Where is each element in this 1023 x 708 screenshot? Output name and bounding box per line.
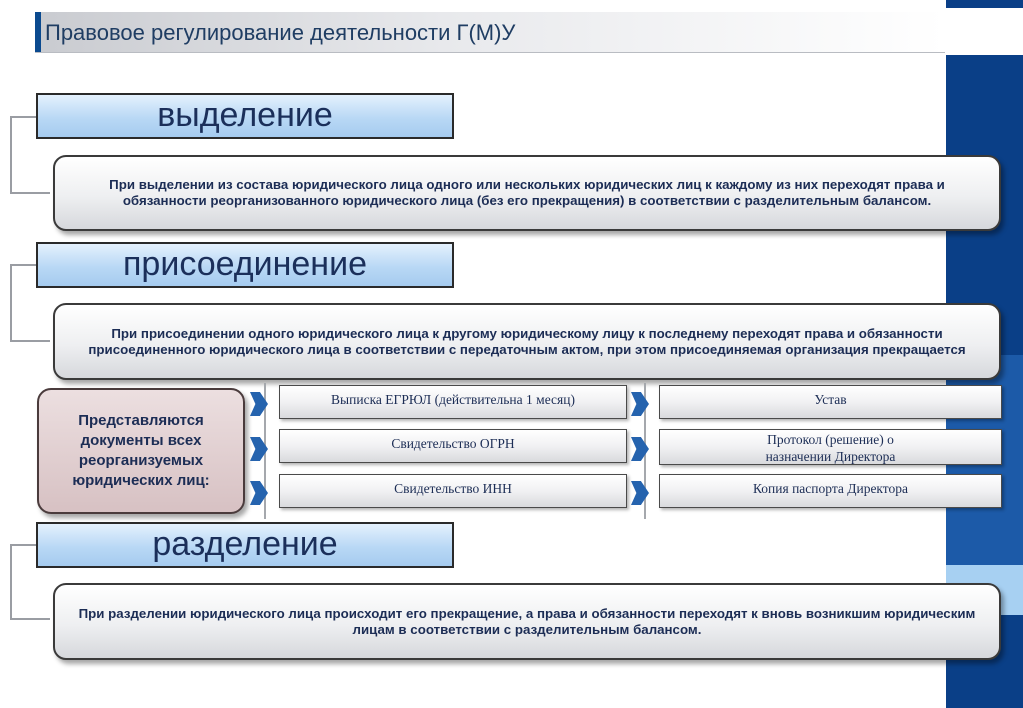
- document-item: Свидетельство ИНН: [279, 474, 627, 508]
- arrow-right-icon: [631, 437, 649, 461]
- desc-razdelenie: При разделении юридического лица происходит его прекращение, а права и обязанности переходят к вновь возникшим юридическим лицам в соответствии с разделительным балансом.: [53, 583, 1001, 660]
- documents-label-box: Представляются документы всех реорганизуемых юридических лиц:: [37, 388, 245, 514]
- heading-vydelenie: выделение: [36, 93, 454, 139]
- desc-vydelenie: При выделении из состава юридического лица одного или нескольких юридических лиц к каждому из них переходят права и обязанности реорганизованного юридического лица (без его прекращения) в соответствии с разделительным балансом.: [53, 155, 1001, 231]
- title-accent-bar: [35, 12, 41, 52]
- document-item: Свидетельство ОГРН: [279, 429, 627, 463]
- document-item: Протокол (решение) о назначении Директора: [659, 429, 1002, 465]
- document-item: Копия паспорта Директора: [659, 474, 1002, 508]
- page-title: Правовое регулирование деятельности Г(М)У: [45, 20, 516, 45]
- document-item: Устав: [659, 385, 1002, 419]
- heading-razdelenie: разделение: [36, 522, 454, 568]
- document-item: Выписка ЕГРЮЛ (действительна 1 месяц): [279, 385, 627, 419]
- heading-prisoedinenie: присоединение: [36, 242, 454, 288]
- arrow-right-icon: [631, 392, 649, 416]
- title-bar: [35, 12, 945, 53]
- arrow-right-icon: [631, 481, 649, 505]
- desc-prisoedinenie: При присоединении одного юридического лица к другому юридическому лицу к последнему переходят права и обязанности присоединенного юридического лица в соответствии с передаточным актом, при этом присоединяемая организация прекращается: [53, 303, 1001, 380]
